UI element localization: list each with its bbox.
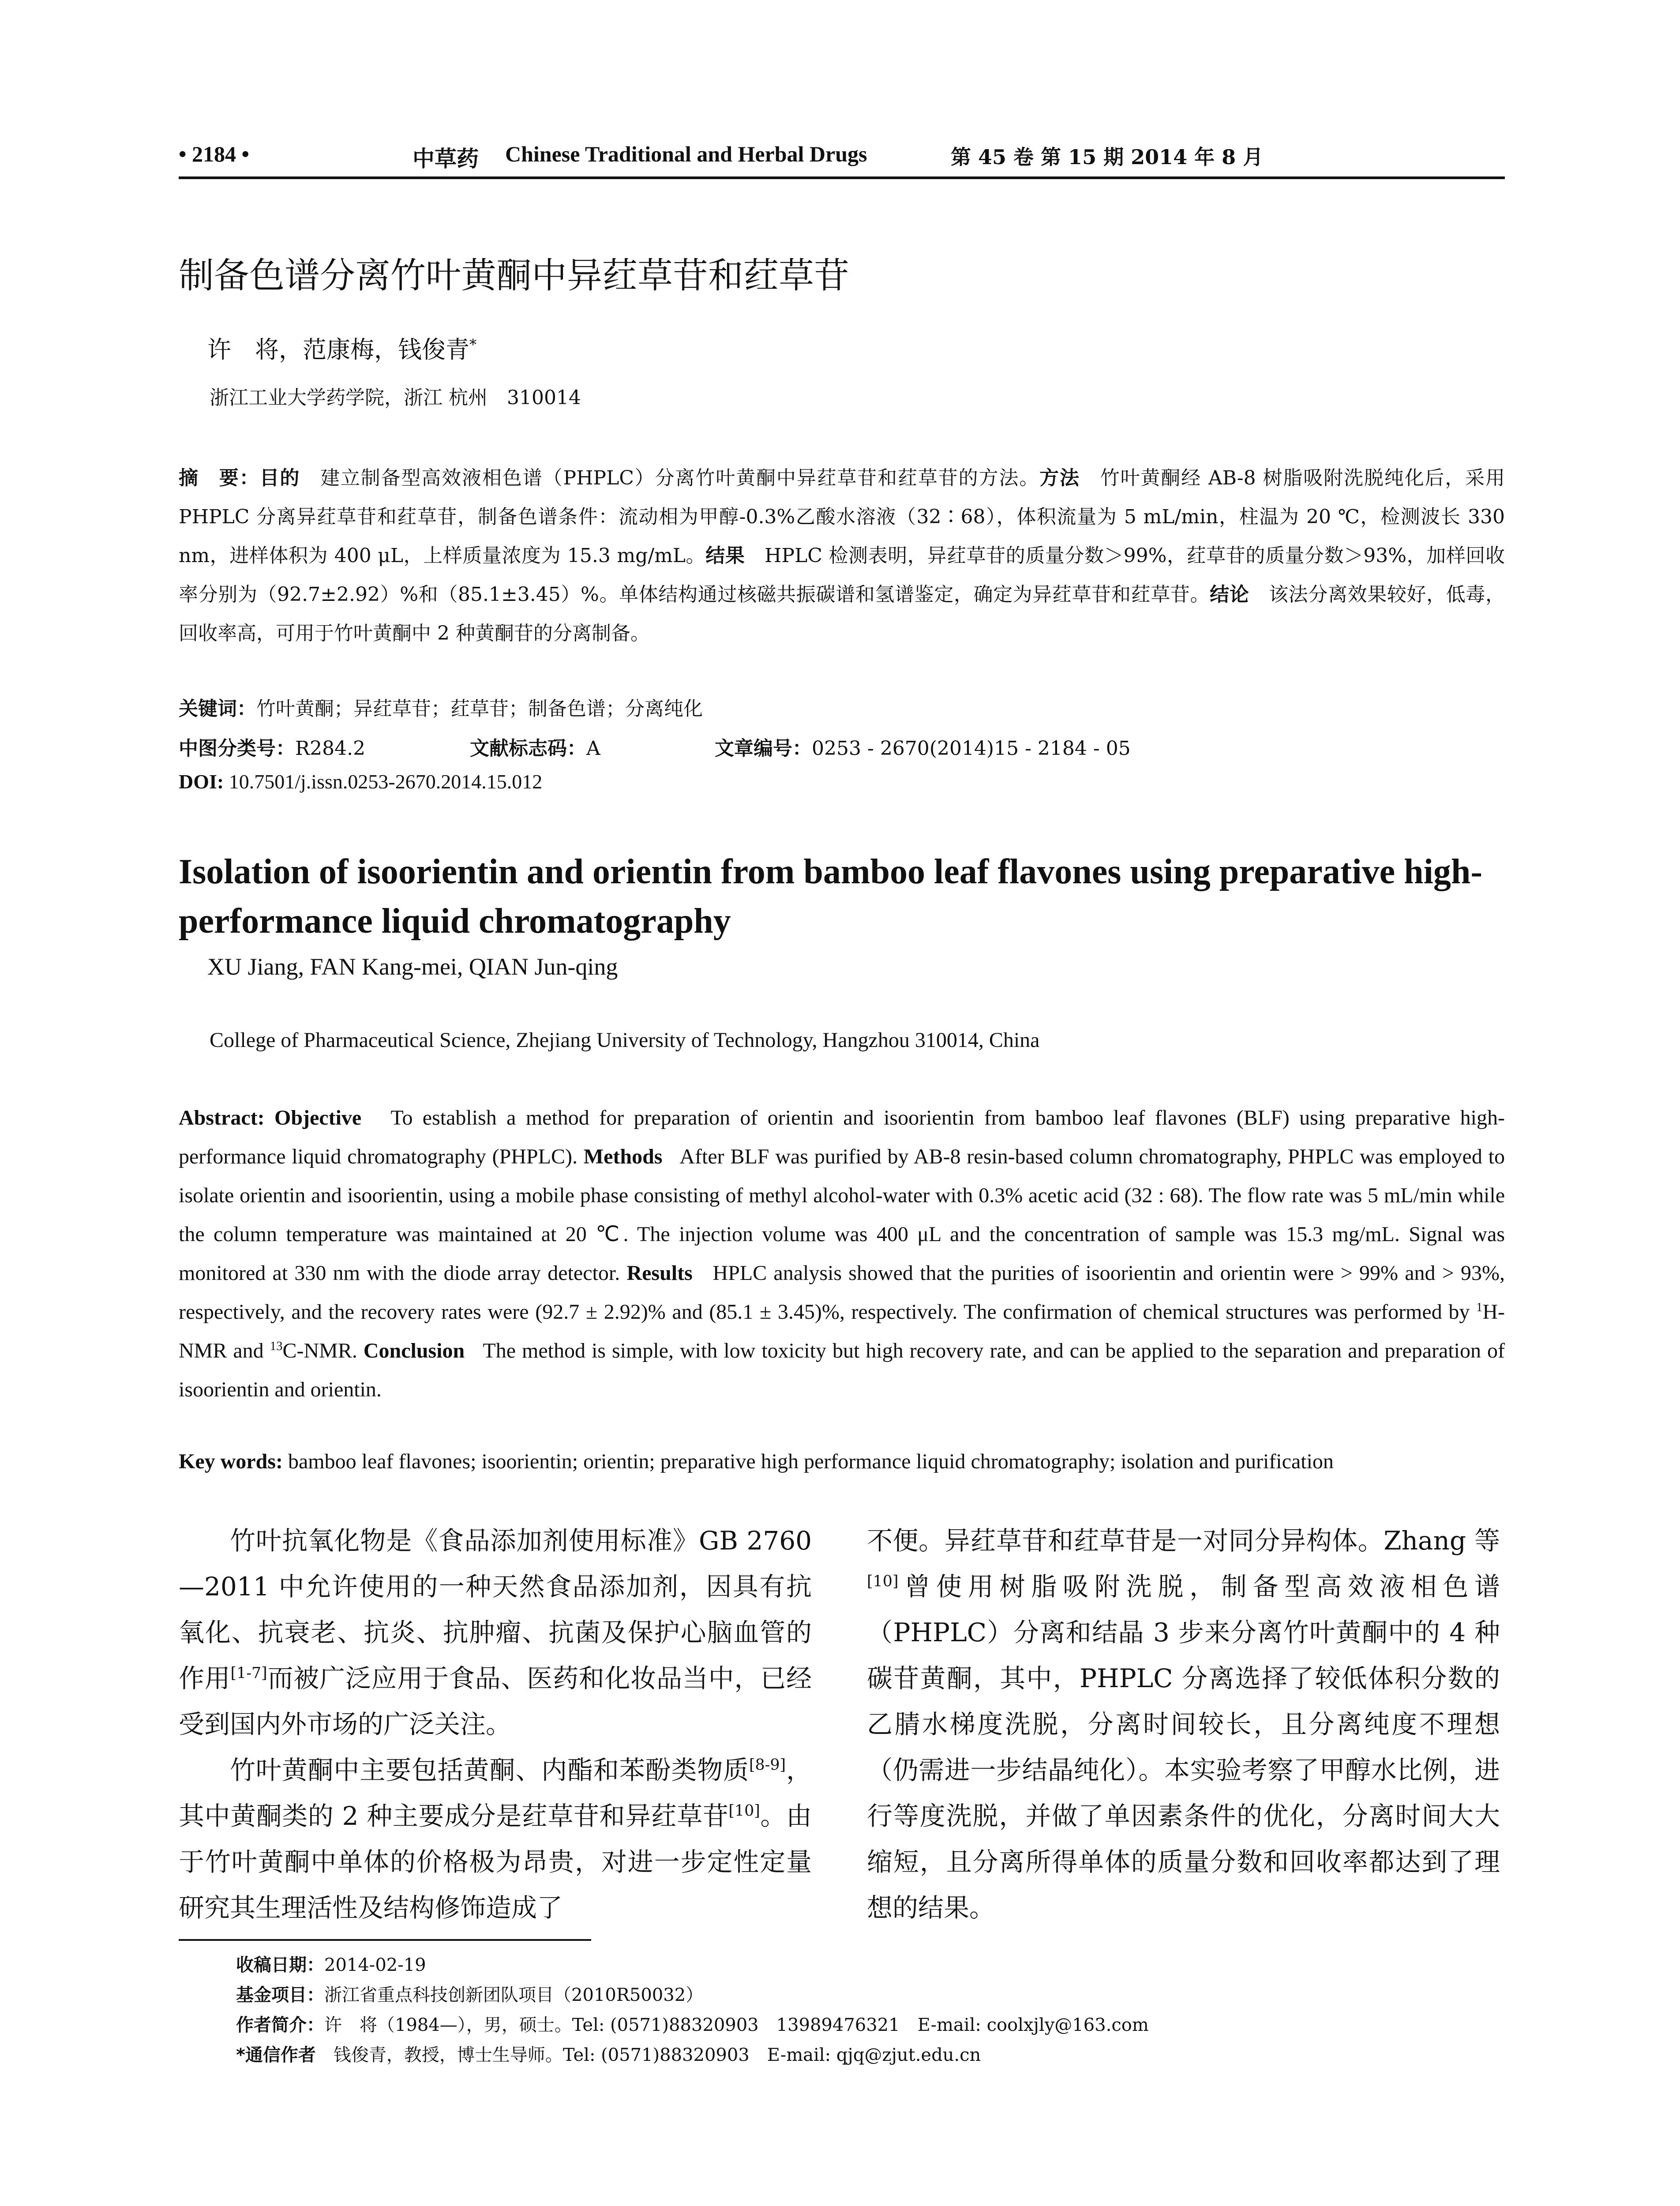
footnote-label: 收稿日期： <box>236 1955 324 1975</box>
cn-authors <box>207 331 476 365</box>
clc-label: 中图分类号： <box>179 737 295 760</box>
doi-value: 10.7501/j.issn.0253-2670.2014.15.012 <box>229 770 543 793</box>
journal-name-cn: 中草药 <box>412 146 479 172</box>
body-paragraph-2 <box>179 1747 812 1931</box>
footnote-received <box>236 1950 1507 1980</box>
en-results-b: H-NMR and <box>179 1300 1505 1362</box>
cn-title: 制备色谱分离竹叶黄酮中异荭草苷和荭草苷 <box>179 255 849 296</box>
en-conclusion-label: Conclusion <box>363 1339 465 1362</box>
footnotes <box>236 1950 1507 2070</box>
body-column-left <box>179 1518 812 1931</box>
en-authors: XU Jiang, FAN Kang-mei, QIAN Jun-qing <box>207 953 618 980</box>
en-keywords: bamboo leaf flavones; isoorientin; orientin; preparative high performance liquid chromatography; isolation and purification <box>288 1450 1334 1473</box>
sup-1: 1 <box>1476 1300 1483 1314</box>
en-title: Isolation of isoorientin and orientin from bamboo leaf flavones using preparative high-performance liquid chromatography <box>179 852 1482 941</box>
p2-text-c: 。由于竹叶黄酮中单体的价格极为昂贵，对进一步定性定量研究其生理活性及结构修饰造成了 <box>179 1801 812 1923</box>
body-paragraph-1 <box>179 1518 812 1747</box>
cn-author-names: 许 将，范康梅，钱俊青 <box>207 336 469 364</box>
body-column-right <box>867 1518 1500 1931</box>
p2-citation-2: [10] <box>728 1802 760 1820</box>
cn-methods: 竹叶黄酮经 AB-8 树脂吸附洗脱纯化后，采用 PHPLC 分离异荭草苷和荭草苷，制备色谱条件：流动相为甲醇-0.3%乙酸水溶液（32∶68），体积流量为 5 mL/min，柱温为 20 ℃，检测波长 330 nm，进样体积为 400 μL，上样质量浓度为 15.3 mg/mL。 <box>179 467 1505 567</box>
en-abstract-label: Abstract: <box>179 1106 265 1129</box>
article-number <box>715 732 1131 761</box>
footnote-text: 钱俊青，教授，博士生导师。Tel: (0571)88320903 E-mail: qjq@zjut.edu.cn <box>333 2045 981 2065</box>
clc <box>179 732 365 761</box>
article-number-value: 0253 - 2670(2014)15 - 2184 - 05 <box>812 737 1131 760</box>
running-header <box>179 141 1505 176</box>
en-results-c: C-NMR. <box>282 1339 357 1362</box>
en-methods-label: Methods <box>583 1145 663 1168</box>
en-abstract <box>179 1099 1505 1409</box>
footnote-text: 许 将（1984—），男，硕士。Tel: (0571)88320903 13989476321 E-mail: coolxjly@163.com <box>324 2015 1149 2035</box>
clc-value: R284.2 <box>295 737 366 760</box>
p2-text-a: 竹叶黄酮中主要包括黄酮、内酯和苯酚类物质 <box>230 1755 749 1785</box>
footnote-label: *通信作者 <box>236 2045 316 2065</box>
p2-text-b: ，其中黄酮类的 2 种主要成分是荭草苷和异荭草苷 <box>179 1755 812 1831</box>
p1-text-a: 竹叶抗氧化物是《食品添加剂使用标准》GB 2760—2011 中允许使用的一种天然食品添加剂，因具有抗氧化、抗衰老、抗炎、抗肿瘤、抗菌及保护心脑血管的作用 <box>179 1526 812 1693</box>
doi-label: DOI: <box>179 770 224 793</box>
sup-13: 13 <box>270 1339 283 1353</box>
cn-abstract-label: 摘 要： <box>179 467 260 489</box>
header-rule <box>179 176 1505 179</box>
cn-keywords-row <box>179 693 1505 721</box>
footnote-funding <box>236 1980 1507 2010</box>
doc-code <box>470 732 600 761</box>
cn-objective: 建立制备型高效液相色谱（PHPLC）分离竹叶黄酮中异荭草苷和荭草苷的方法。 <box>320 467 1040 489</box>
corresponding-mark: * <box>469 336 477 353</box>
cn-conclusion-label: 结论 <box>1210 583 1249 606</box>
cn-conclusion: 该法分离效果较好，低毒，回收率高，可用于竹叶黄酮中 2 种黄酮苷的分离制备。 <box>179 583 1505 645</box>
footnote-text: 浙江省重点科技创新团队项目（2010R50032） <box>324 1985 704 2005</box>
issue-info: 第 45 卷 第 15 期 2014 年 8 月 <box>951 145 1264 169</box>
r1-text-a: 不便。异荭草苷和荭草苷是一对同分异构体。Zhang 等 <box>867 1526 1500 1556</box>
r1-text-b: 曾使用树脂吸附洗脱，制备型高效液相色谱（PHPLC）分离和结晶 3 步来分离竹叶黄酮中的 4 种碳苷黄酮，其中，PHPLC 分离选择了较低体积分数的乙腈水梯度洗脱，分离时间较长，且分离纯度不理想（仍需进一步结晶纯化）。本实验考察了甲醇水比例，进行等度洗脱，并做了单因素条件的优化，分离时间大大缩短，且分离所得单体的质量分数和回收率都达到了理想的结果。 <box>867 1572 1500 1923</box>
cn-abstract <box>179 459 1505 653</box>
p2-citation-1: [8-9] <box>749 1756 786 1774</box>
footnote-corresponding <box>236 2040 1507 2070</box>
en-methods: After BLF was purified by AB-8 resin-based column chromatography, PHPLC was employed to isolate orientin and isoorientin, using a mobile phase consisting of methyl alcohol-water with 0.3% acetic acid (32 : 68). The flow rate was 5 mL/min while the column temperature was maintained at 20 ℃. The injection volume was 400 μL and the concentration of sample was 15.3 mg/mL. Signal was monitored at 330 nm with the diode array detector. <box>179 1145 1505 1285</box>
doc-code-value: A <box>586 737 600 760</box>
footnote-text: 2014-02-19 <box>324 1955 426 1975</box>
cn-keywords-label: 关键词： <box>179 698 256 720</box>
en-results-label: Results <box>626 1261 693 1285</box>
cn-keywords: 竹叶黄酮；异荭草苷；荭草苷；制备色谱；分离纯化 <box>256 698 703 720</box>
en-objective-label: Objective <box>274 1106 362 1129</box>
en-affiliation: College of Pharmaceutical Science, Zhejiang University of Technology, Hangzhou 310014, China <box>210 1028 1040 1052</box>
footnote-rule <box>179 1939 591 1941</box>
en-keywords-label: Key words: <box>179 1450 283 1473</box>
doi-row <box>179 770 1505 793</box>
journal-name-en: Chinese Traditional and Herbal Drugs <box>505 142 867 166</box>
en-conclusion: The method is simple, with low toxicity but high recovery rate, and can be applied to the separation and preparation of isoorientin and orientin. <box>179 1339 1505 1401</box>
article-number-label: 文章编号： <box>715 737 812 760</box>
body-paragraph-3 <box>867 1518 1500 1931</box>
footnote-author-bio <box>236 2010 1507 2040</box>
en-keywords-row <box>179 1449 1505 1474</box>
p1-citation: [1-7] <box>230 1664 267 1682</box>
en-results-a: HPLC analysis showed that the purities of isoorientin and orientin were > 99% and > 93%, respectively, and the recovery rates were (92.7 ± 2.92)% and (85.1 ± 3.45)%, respectively. The confirmation of chemical structures was performed by <box>179 1261 1505 1324</box>
footnote-label: 作者简介： <box>236 2015 324 2035</box>
doc-code-label: 文献标志码： <box>470 737 586 760</box>
cn-results: HPLC 检测表明，异荭草苷的质量分数＞99%，荭草苷的质量分数＞93%，加样回收率分别为（92.7±2.92）%和（85.1±3.45）%。单体结构通过核磁共振碳谱和氢谱鉴定，确定为异荭草苷和荭草苷。 <box>179 544 1505 606</box>
cn-methods-label: 方法 <box>1039 467 1080 489</box>
cn-affiliation: 浙江工业大学药学院，浙江 杭州 310014 <box>210 386 581 409</box>
cn-objective-label: 目的 <box>259 467 300 489</box>
cn-results-label: 结果 <box>705 544 745 567</box>
footnote-label: 基金项目： <box>236 1985 324 2005</box>
r1-citation: [10] <box>867 1572 899 1591</box>
page-number: • 2184 • <box>179 142 250 166</box>
en-objective: To establish a method for preparation of orientin and isoorientin from bamboo leaf flavones (BLF) using preparative high-performance liquid chromatography (PHPLC). <box>179 1106 1505 1168</box>
p1-text-b: 而被广泛应用于食品、医药和化妆品当中，已经受到国内外市场的广泛关注。 <box>179 1663 812 1739</box>
